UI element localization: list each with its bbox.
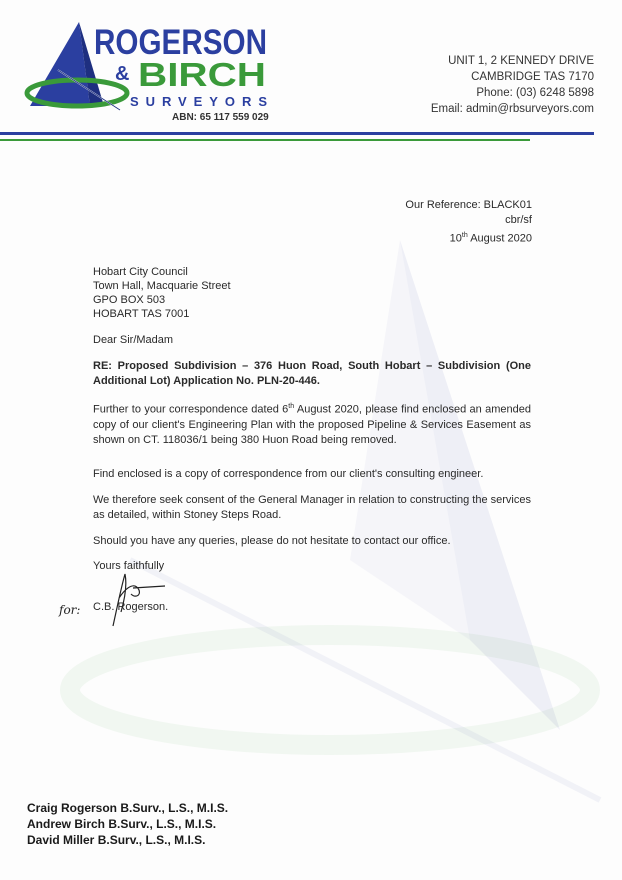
paragraph-1: Further to your correspondence dated 6th August 2020, please find enclosed an amended copy of our client's Engineering Plan with the proposed Pipeline & Services Easement as shown on CT. 118036/1 being 380 Huon Road being removed. bbox=[93, 403, 531, 446]
partners-list bbox=[27, 800, 228, 848]
signer-name: C.B. Rogerson. bbox=[93, 601, 169, 613]
subject-line: RE: Proposed Subdivision – 376 Huon Road, South Hobart – Subdivision (One Additional Lot) Application No. PLN-20-446. bbox=[93, 360, 531, 387]
company-logo bbox=[22, 18, 272, 113]
paragraph-4: Should you have any queries, please do not hesitate to contact our office. bbox=[93, 535, 451, 547]
partner-line: David Miller B.Surv., L.S., M.I.S. bbox=[27, 833, 206, 847]
phone-line: Phone: (03) 6248 5898 bbox=[476, 87, 594, 99]
paragraph-2: Find enclosed is a copy of correspondence from our client's consulting engineer. bbox=[93, 468, 484, 480]
email-line: Email: admin@rbsurveyors.com bbox=[430, 103, 594, 115]
letter-date: 10th August 2020 bbox=[449, 232, 532, 245]
partner-line: Craig Rogerson B.Surv., L.S., M.I.S. bbox=[27, 801, 229, 815]
abn-number: ABN: 65 117 559 029 bbox=[172, 112, 269, 123]
logo-word-birch: BIRCH bbox=[138, 56, 266, 93]
header-rule-green bbox=[0, 139, 530, 141]
company-address bbox=[431, 53, 594, 117]
handwritten-signature bbox=[55, 568, 185, 630]
recipient-line: HOBART TAS 7001 bbox=[93, 308, 190, 320]
recipient-address bbox=[93, 265, 231, 321]
address-line: CAMBRIDGE TAS 7170 bbox=[471, 71, 594, 83]
recipient-line: GPO BOX 503 bbox=[93, 294, 166, 306]
address-line: UNIT 1, 2 KENNEDY DRIVE bbox=[448, 55, 594, 67]
logo-word-surveyors: SURVEYORS bbox=[130, 94, 267, 109]
header-rule-blue bbox=[0, 132, 594, 135]
logo-ampersand: & bbox=[115, 63, 130, 85]
our-reference: Our Reference: BLACK01 bbox=[405, 199, 532, 211]
reference-block bbox=[405, 198, 532, 247]
salutation: Dear Sir/Madam bbox=[93, 334, 174, 346]
recipient-line: Hobart City Council bbox=[93, 266, 188, 278]
recipient-line: Town Hall, Macquarie Street bbox=[93, 280, 231, 292]
initials: cbr/sf bbox=[505, 214, 532, 226]
paragraph-3: We therefore seek consent of the General Manager in relation to constructing the services as detailed, within Stoney Steps Road. bbox=[93, 494, 531, 521]
partner-line: Andrew Birch B.Surv., L.S., M.I.S. bbox=[27, 817, 217, 831]
signature-for: for: bbox=[59, 603, 81, 617]
logo-word-rogerson: ROGERSON bbox=[94, 23, 267, 62]
closing: Yours faithfully bbox=[93, 560, 165, 572]
